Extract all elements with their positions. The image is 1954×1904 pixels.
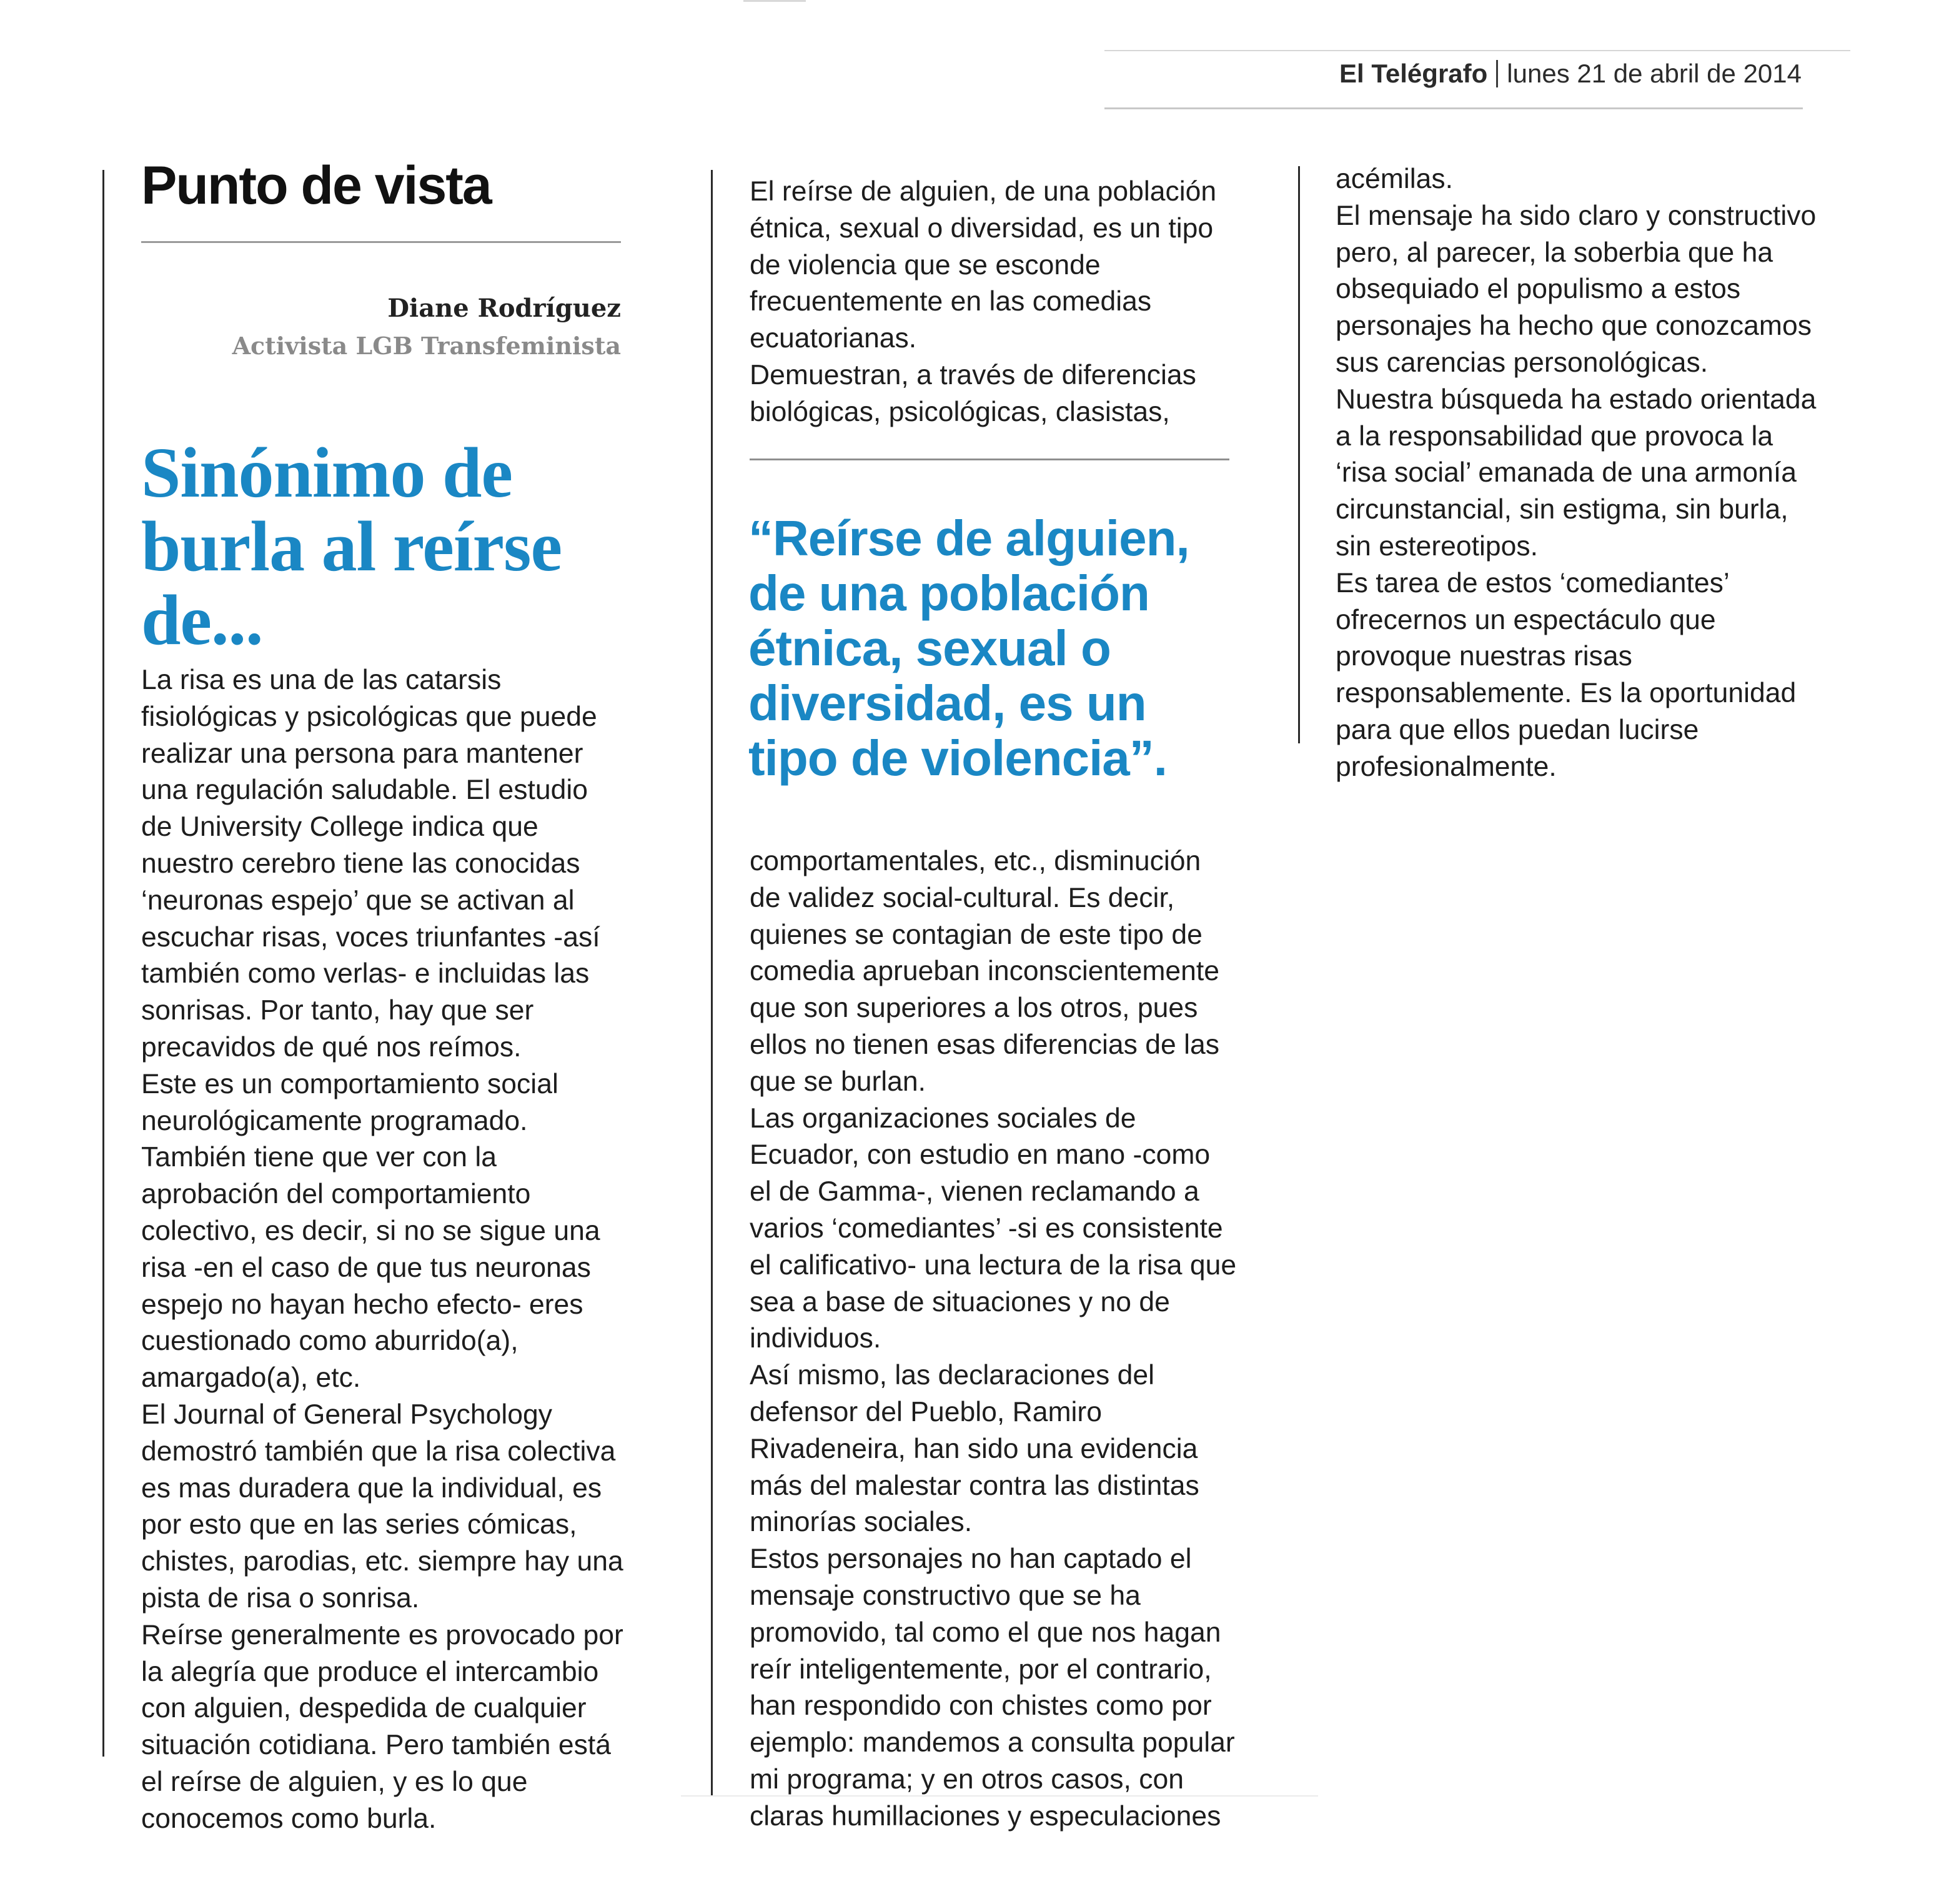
header-line	[1339, 59, 1802, 89]
paragraph: acémilas.	[1336, 164, 1453, 194]
paragraph: Este es un comportamiento social neurológicamente programado. También tiene que ver con la aprobación del comportamiento colectivo, es decir, si no se sigue una risa -en el caso de que tus neuronas espejo no hayan hecho efecto- eres cuestionado como aburrido(a), amargado(a), etc.	[141, 1068, 600, 1394]
article-column-2-bottom	[750, 843, 1237, 1835]
article-column-2-top	[750, 174, 1229, 431]
section-title: Punto de vista	[141, 156, 491, 216]
page-bottom-rule	[681, 1795, 1318, 1797]
header-separator	[1496, 60, 1498, 87]
article-headline: Sinónimo de burla al reírse de...	[141, 433, 562, 660]
column-rule-middle	[711, 170, 713, 1797]
paragraph: Así mismo, las declaraciones del defensor del Pueblo, Ramiro Rivadeneira, han sido una evidencia más del malestar contra las distintas minorías sociales.	[750, 1360, 1199, 1538]
article-column-3	[1336, 161, 1829, 786]
paragraph: Demuestran, a través de diferencias biológicas, psicológicas, clasistas,	[750, 359, 1196, 427]
paragraph: Estos personajes no han captado el mensaje constructivo que se ha promovido, tal como el que nos hagan reír inteligentemente, por el contrario, han respondido con chistes como por ejemplo: mandemos a consulta popular mi programa; y en otros casos, con claras humillaciones y especulaciones	[750, 1544, 1235, 1832]
column-rule-right	[1298, 166, 1300, 743]
page-header	[1104, 50, 1850, 110]
paragraph: Reírse generalmente es provocado por la alegría que produce el intercambio con alguien, despedida de cualquier situación cotidiana. Pero también está el reírse de alguien, y es lo que conocemos como burla.	[141, 1619, 623, 1834]
paragraph: El mensaje ha sido claro y constructivo pero, al parecer, la soberbia que ha obsequiado el populismo a estos personajes ha hecho que conozcamos sus carencias personológicas.	[1336, 200, 1817, 378]
paragraph: La risa es una de las catarsis fisiológicas y psicológicas que puede realizar una persona para mantener una regulación saludable. El estudio de University College indica que nuestro cerebro tiene las conocidas ‘neuronas espejo’ que se activan al escuchar risas, voces triunfantes -así también como verlas- e incluidas las sonrisas. Por tanto, hay que ser precavidos de qué nos reímos.	[141, 665, 600, 1063]
paragraph: Nuestra búsqueda ha estado orientada a la responsabilidad que provoca la ‘risa social’ emanada de una armonía circunstancial, sin estigma, sin burla, sin estereotipos.	[1336, 384, 1817, 562]
header-top-rule	[1104, 50, 1850, 51]
scan-edge-mark	[743, 0, 806, 2]
section-title-rule	[141, 241, 621, 243]
paragraph: El Journal of General Psychology demostró también que la risa colectiva es mas duradera que la individual, es por esto que en las series cómicas, chistes, parodias, etc. siempre hay una pista de risa o sonrisa.	[141, 1399, 623, 1614]
author-name: Diane Rodríguez	[387, 294, 621, 323]
paragraph: Las organizaciones sociales de Ecuador, con estudio en mano -como el de Gamma-, vienen reclamando a varios ‘comediantes’ -si es consistente el calificativo- una lectura de la risa que sea a base de situaciones y no de individuos.	[750, 1103, 1237, 1354]
newspaper-name: El Telégrafo	[1339, 59, 1488, 88]
author-role: Activista LGB Transfeminista	[232, 332, 621, 360]
publication-date: lunes 21 de abril de 2014	[1507, 59, 1802, 88]
article-column-1	[141, 662, 626, 1838]
paragraph: comportamentales, etc., disminución de validez social-cultural. Es decir, quienes se contagian de este tipo de comedia aprueban inconscientemente que son superiores a los otros, pues ellos no tienen esas diferencias de las que se burlan.	[750, 846, 1220, 1097]
header-bottom-rule	[1104, 107, 1803, 109]
column-rule-left	[102, 170, 104, 1757]
paragraph: Es tarea de estos ‘comediantes’ ofrecernos un espectáculo que provoque nuestras risas responsablemente. Es la oportunidad para que ellos puedan lucirse profesionalmente.	[1336, 567, 1797, 782]
pull-quote-rule	[750, 459, 1229, 460]
pull-quote: “Reírse de alguien, de una población étnica, sexual o diversidad, es un tipo de violencia”.	[748, 510, 1189, 786]
paragraph: El reírse de alguien, de una población étnica, sexual o diversidad, es un tipo de violencia que se esconde frecuentemente en las comedias ecuatorianas.	[750, 176, 1217, 354]
